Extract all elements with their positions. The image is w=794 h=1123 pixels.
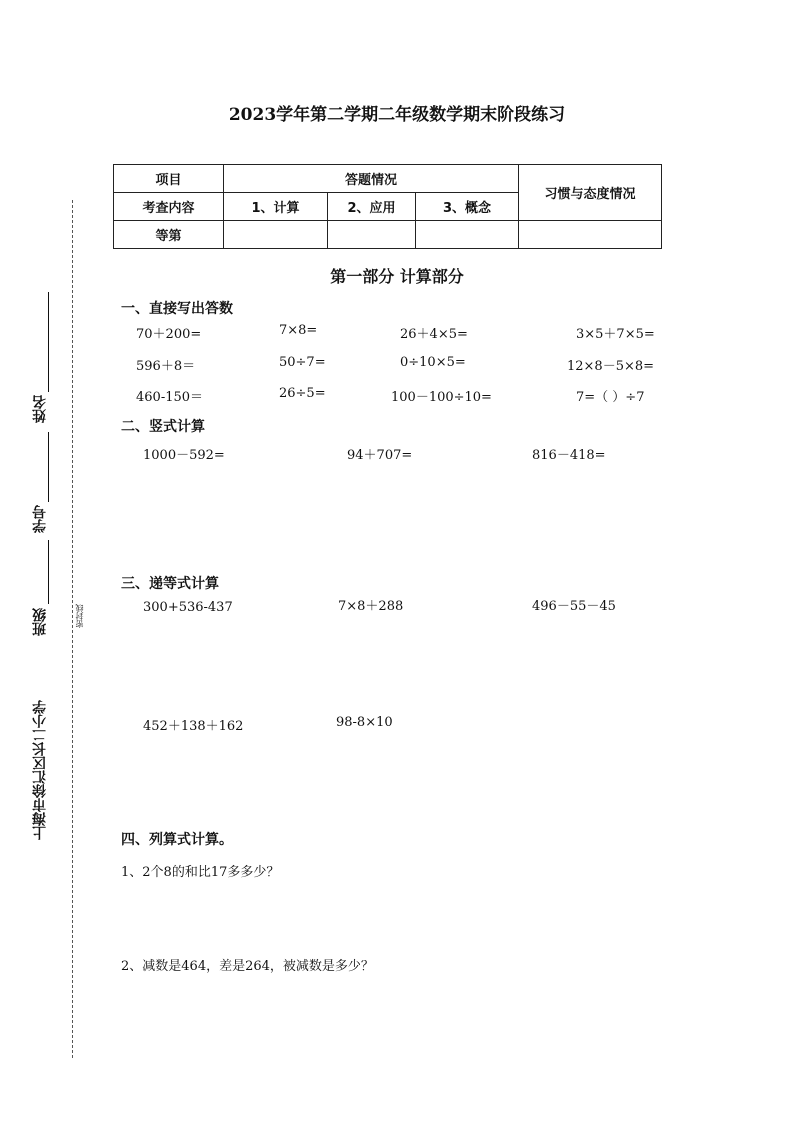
oral-item: 0÷10×5= [400, 355, 466, 370]
vertical-calc-item: 816－418= [532, 448, 606, 463]
oral-item: 26÷5= [279, 386, 326, 401]
oral-item: 100－100÷10= [391, 390, 492, 405]
oral-item: 70＋200= [136, 327, 202, 342]
stepwise-item: 7×8＋288 [338, 599, 404, 614]
vertical-calc-item: 94＋707= [347, 448, 413, 463]
part-title: 第一部分 计算部分 [330, 267, 464, 286]
oral-item: 12×8－5×8= [567, 359, 655, 374]
answer-status-label: 答题情况 [224, 165, 519, 193]
word-question: 1、2个8的和比17多多少？ [121, 865, 280, 880]
col-concept: 3、概念 [416, 193, 519, 221]
name-label: 姓名 [32, 395, 48, 423]
oral-item: 7=（ ）÷7 [576, 390, 645, 405]
word-question: 2、减数是464，差是264，被减数是多少？ [121, 959, 374, 974]
oral-item: 7×8= [279, 323, 318, 338]
col-apply: 2、应用 [328, 193, 416, 221]
class-label: 班级 [32, 608, 48, 636]
oral-item: 3×5＋7×5= [576, 327, 655, 342]
stepwise-item: 452＋138＋162 [143, 719, 244, 734]
item-label: 项目 [114, 165, 224, 193]
grade-cell-concept[interactable] [416, 221, 519, 249]
page-title: 2023学年第二学期二年级数学期末阶段练习 [228, 105, 566, 125]
grade-cell-habit[interactable] [519, 221, 662, 249]
section2-heading: 二、竖式计算 [121, 419, 205, 435]
col-calc: 1、计算 [224, 193, 328, 221]
stepwise-item: 98-8×10 [336, 715, 393, 730]
seal-dotted-line [72, 200, 73, 1058]
oral-item: 50÷7= [279, 355, 326, 370]
seal-line-label: 密封线 [75, 604, 84, 628]
number-blank[interactable] [48, 432, 49, 502]
habit-label: 习惯与态度情况 [519, 165, 662, 221]
oral-item: 460-150＝ [136, 390, 204, 405]
grade-cell-calc[interactable] [224, 221, 328, 249]
number-label: 学号 [32, 505, 48, 533]
school-name: 上海市徐汇区长二小学 [32, 700, 48, 840]
section1-heading: 一、直接写出答数 [121, 301, 233, 317]
oral-item: 596＋8＝ [136, 359, 196, 374]
stepwise-item: 300+536-437 [143, 600, 233, 615]
section4-heading: 四、列算式计算。 [121, 832, 233, 848]
vertical-calc-item: 1000－592= [143, 448, 225, 463]
name-blank[interactable] [48, 292, 49, 392]
oral-item: 26＋4×5= [400, 327, 468, 342]
class-blank[interactable] [48, 540, 49, 604]
grade-label: 等第 [114, 221, 224, 249]
score-table [113, 164, 662, 249]
content-label: 考查内容 [114, 193, 224, 221]
section3-heading: 三、递等式计算 [121, 576, 219, 592]
stepwise-item: 496－55－45 [532, 599, 616, 614]
grade-cell-apply[interactable] [328, 221, 416, 249]
